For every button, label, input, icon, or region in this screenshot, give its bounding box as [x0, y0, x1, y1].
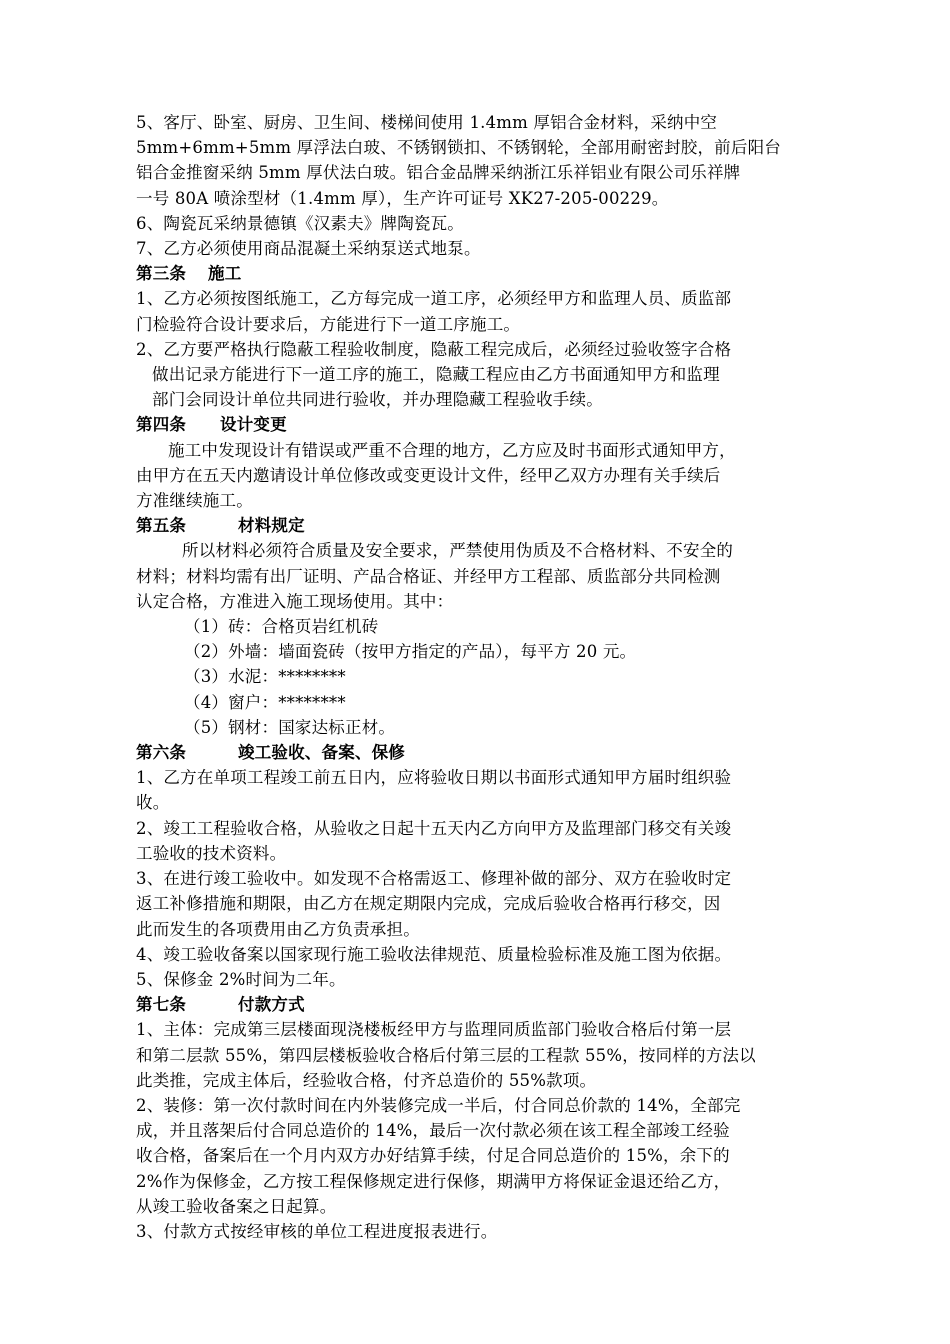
text-line: 返工补修措施和期限，由乙方在规定期限内完成，完成后验收合格再行移交，因: [136, 894, 721, 914]
article-7-heading: [136, 992, 826, 1017]
article-5-heading: [136, 513, 826, 538]
text-line: 工验收的技术资料。: [136, 843, 287, 863]
text-line: 5、保修金 2%时间为二年。: [136, 969, 346, 989]
text-line: 从竣工验收备案之日起算。: [136, 1196, 337, 1216]
document-body: [136, 110, 826, 1244]
text-line: 2、装修：第一次付款时间在内外装修完成一半后，付合同总价款的 14%，全部完: [136, 1095, 741, 1115]
text-line: 部门会同设计单位共同进行验收，并办理隐藏工程验收手续。: [152, 390, 603, 410]
article-3-heading: [136, 261, 826, 286]
text-line: 门检验符合设计要求后，方能进行下一道工序施工。: [136, 314, 521, 334]
article-title: 施工: [208, 264, 242, 284]
list-item: （1）砖：合格页岩红机砖: [184, 617, 379, 637]
article-6-heading: [136, 740, 826, 765]
list-item: （5）钢材：国家达标正材。: [184, 717, 396, 737]
text-line: 材料；材料均需有出厂证明、产品合格证、并经甲方工程部、质监部分共同检测: [136, 566, 721, 586]
text-line: 2%作为保修金，乙方按工程保修规定进行保修，期满甲方将保证金退还给乙方，: [136, 1171, 731, 1191]
text-line: 5、客厅、卧室、厨房、卫生间、楼梯间使用 1.4mm 厚铝合金材料，采纳中空: [136, 113, 718, 132]
article-number: 第三条: [136, 264, 187, 284]
text-line: 2、竣工工程验收合格，从验收之日起十五天内乙方向甲方及监理部门移交有关竣: [136, 818, 732, 838]
text-line: 7、乙方必须使用商品混凝土采纳泵送式地泵。: [136, 239, 481, 259]
list-item: （4）窗户：********: [184, 692, 346, 712]
text-line: 1、主体：完成第三层楼面现浇楼板经甲方与监理同质监部门验收合格后付第一层: [136, 1020, 732, 1040]
article-number: 第七条: [136, 995, 187, 1015]
text-line: 成，并且落架后付合同总造价的 14%，最后一次付款必须在该工程全部竣工经验: [136, 1121, 730, 1141]
article-title: 材料规定: [238, 516, 305, 536]
article-number: 第四条: [136, 415, 187, 435]
article-title: 设计变更: [220, 415, 287, 435]
text-line: 6、陶瓷瓦采纳景德镇《汉素夫》牌陶瓷瓦。: [136, 213, 464, 233]
text-line: 3、付款方式按经审核的单位工程进度报表进行。: [136, 1221, 498, 1241]
text-line: 由甲方在五天内邀请设计单位修改或变更设计文件，经甲乙双方办理有关手续后: [136, 465, 721, 485]
text-line: 认定合格，方准进入施工现场使用。其中：: [136, 591, 454, 611]
article-4-heading: [136, 412, 826, 437]
text-line: 和第二层款 55%，第四层楼板验收合格后付第三层的工程款 55%，按同样的方法以: [136, 1045, 756, 1065]
article-title: 竣工验收、备案、保修: [238, 743, 405, 763]
list-item: （2）外墙：墙面瓷砖（按甲方指定的产品），每平方 20 元。: [184, 642, 637, 662]
text-line: 2、乙方要严格执行隐蔽工程验收制度，隐蔽工程完成后，必须经过验收签字合格: [136, 339, 732, 359]
article-number: 第六条: [136, 743, 187, 763]
text-line: 施工中发现设计有错误或严重不合理的地方，乙方应及时书面形式通知甲方，: [168, 440, 736, 460]
text-line: 3、在进行竣工验收中。如发现不合格需返工、修理补做的部分、双方在验收时定: [136, 869, 732, 889]
text-line: 此类推，完成主体后，经验收合格，付齐总造价的 55%款项。: [136, 1070, 597, 1090]
text-line: 1、乙方必须按图纸施工，乙方每完成一道工序，必须经甲方和监理人员、质监部: [136, 289, 732, 309]
text-line: 方准继续施工。: [136, 491, 253, 511]
text-line: 一号 80A 喷涂型材（1.4mm 厚），生产许可证号 XK27-205-00229。: [136, 188, 669, 208]
article-title: 付款方式: [238, 995, 305, 1015]
text-line: 所以材料必须符合质量及安全要求，严禁使用伪质及不合格材料、不安全的: [182, 541, 734, 561]
text-line: 铝合金推窗采纳 5mm 厚伏法白玻。铝合金品牌采纳浙江乐祥铝业有限公司乐祥牌: [136, 163, 741, 183]
text-line: 收。: [136, 793, 170, 813]
text-line: 1、乙方在单项工程竣工前五日内，应将验收日期以书面形式通知甲方届时组织验: [136, 768, 732, 788]
text-line: 收合格，备案后在一个月内双方办好结算手续，付足合同总造价的 15%，余下的: [136, 1146, 730, 1166]
list-item: （3）水泥：********: [184, 667, 346, 687]
article-number: 第五条: [136, 516, 187, 536]
text-line: 做出记录方能进行下一道工序的施工，隐藏工程应由乙方书面通知甲方和监理: [152, 365, 720, 385]
text-line: 4、竣工验收备案以国家现行施工验收法律规范、质量检验标准及施工图为依据。: [136, 944, 732, 964]
text-line: 此而发生的各项费用由乙方负责承担。: [136, 919, 420, 939]
text-line: 5mm+6mm+5mm 厚浮法白玻、不锈钢锁扣、不锈钢轮，全部用耐密封胶，前后阳台: [136, 138, 781, 158]
